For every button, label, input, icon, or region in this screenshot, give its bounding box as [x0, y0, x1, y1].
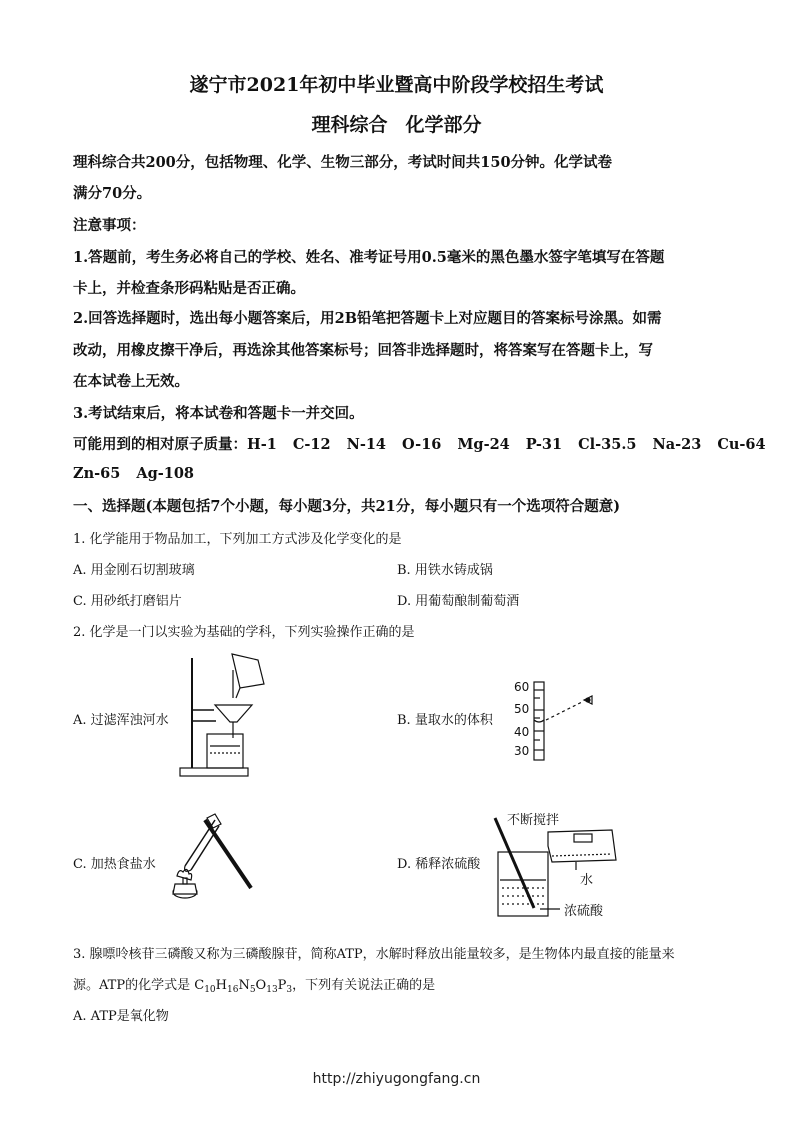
q1-option-c: C. 用砂纸打磨铝片 [73, 594, 182, 609]
q3-stem-prefix: 源。ATP的化学式是 [73, 978, 195, 993]
q2-option-b: B. 量取水的体积 [397, 713, 493, 728]
formula-element: O [255, 978, 267, 993]
atomic-mass: H-1 [247, 436, 277, 453]
formula-subscript: 10 [204, 985, 216, 995]
cylinder-tick-60: 60 [514, 680, 530, 694]
q2-option-c: C. 加热食盐水 [73, 857, 156, 872]
q2-option-a: A. 过滤浑浊河水 [73, 713, 169, 728]
atomic-mass-row-2 [73, 465, 210, 482]
cylinder-tick-40: 40 [514, 725, 530, 739]
atomic-mass: N-14 [346, 436, 387, 453]
atomic-mass: Mg-24 [457, 436, 510, 453]
q2-option-d: D. 稀释浓硫酸 [397, 857, 481, 872]
note-3: 3.考试结束后，将本试卷和答题卡一并交回。 [73, 405, 364, 422]
label-water: 水 [580, 873, 594, 888]
atomic-mass-label: 可能用到的相对原子质量： [73, 436, 247, 453]
q3-stem-line-2 [73, 974, 435, 995]
atomic-mass: Na-23 [652, 436, 702, 453]
q3-option-a: A. ATP是氧化物 [73, 1009, 169, 1024]
exam-subtitle [0, 110, 793, 137]
atomic-mass: Ag-108 [136, 465, 195, 482]
q3-stem-line-1: 3. 腺嘌呤核苷三磷酸又称为三磷酸腺苷，简称ATP，水解时释放出能量较多，是生物体内最直接的能量来 [73, 947, 675, 962]
formula-subscript: 5 [249, 985, 256, 995]
q1-option-b: B. 用铁水铸成锅 [397, 563, 493, 578]
note-2-line-1: 2.回答选择题时，选出每小题答案后，用2B铅笔把答题卡上对应题目的答案标号涂黑。如需 [73, 310, 662, 327]
note-2-line-2: 改动，用橡皮擦干净后，再选涂其他答案标号；回答非选择题时，将答案写在答题卡上，写 [73, 342, 653, 359]
intro-line-1: 理科综合共200分，包括物理、化学、生物三部分，考试时间共150分钟。化学试卷 [73, 154, 613, 171]
heating-test-tube-figure [165, 812, 265, 904]
q3-stem-suffix: ，下列有关说法正确的是 [292, 978, 436, 993]
notes-heading: 注意事项： [73, 217, 146, 234]
label-stir: 不断搅拌 [507, 813, 560, 828]
filtration-apparatus-figure [170, 650, 280, 780]
formula-element: P [277, 978, 287, 993]
q1-option-d: D. 用葡萄酿制葡萄酒 [397, 594, 520, 609]
note-2-line-3: 在本试卷上无效。 [73, 373, 189, 390]
cylinder-tick-30: 30 [514, 744, 530, 758]
atp-formula [194, 978, 292, 993]
atomic-mass: P-31 [525, 436, 563, 453]
subtitle-subject: 理科综合 [311, 114, 388, 136]
atomic-mass: O-16 [402, 436, 442, 453]
atomic-mass: Cu-64 [717, 436, 766, 453]
exam-title: 遂宁市2021年初中毕业暨高中阶段学校招生考试 [189, 74, 604, 96]
q2-stem: 2. 化学是一门以实验为基础的学科，下列实验操作正确的是 [73, 625, 415, 640]
q1-stem: 1. 化学能用于物品加工，下列加工方式涉及化学变化的是 [73, 532, 402, 547]
formula-subscript: 13 [266, 985, 278, 995]
formula-subscript: 3 [286, 985, 293, 995]
atomic-mass: Zn-65 [73, 465, 121, 482]
note-1-line-2: 卡上，并检查条形码粘贴是否正确。 [73, 280, 305, 297]
q1-option-a: A. 用金刚石切割玻璃 [73, 563, 195, 578]
atomic-mass: Cl-35.5 [578, 436, 637, 453]
intro-line-2: 满分70分。 [73, 185, 152, 202]
atomic-mass-row-1 [73, 433, 766, 454]
atomic-mass: C-12 [292, 436, 331, 453]
formula-subscript: 16 [226, 985, 239, 995]
section-1-heading: 一、选择题(本题包括7个小题，每小题3分，共21分，每小题只有一个选项符合题意) [73, 498, 621, 515]
label-concentrated-acid: 浓硫酸 [564, 904, 604, 919]
note-1-line-1: 1.答题前，考生务必将自己的学校、姓名、准考证号用0.5毫米的黑色墨水签字笔填写在答题 [73, 249, 665, 266]
footer-url[interactable]: http://zhiyugongfang.cn [312, 1071, 481, 1087]
formula-element: C [194, 978, 205, 993]
formula-element: N [238, 978, 250, 993]
cylinder-tick-50: 50 [514, 702, 530, 716]
subtitle-part: 化学部分 [405, 114, 482, 136]
formula-element: H [215, 978, 227, 993]
